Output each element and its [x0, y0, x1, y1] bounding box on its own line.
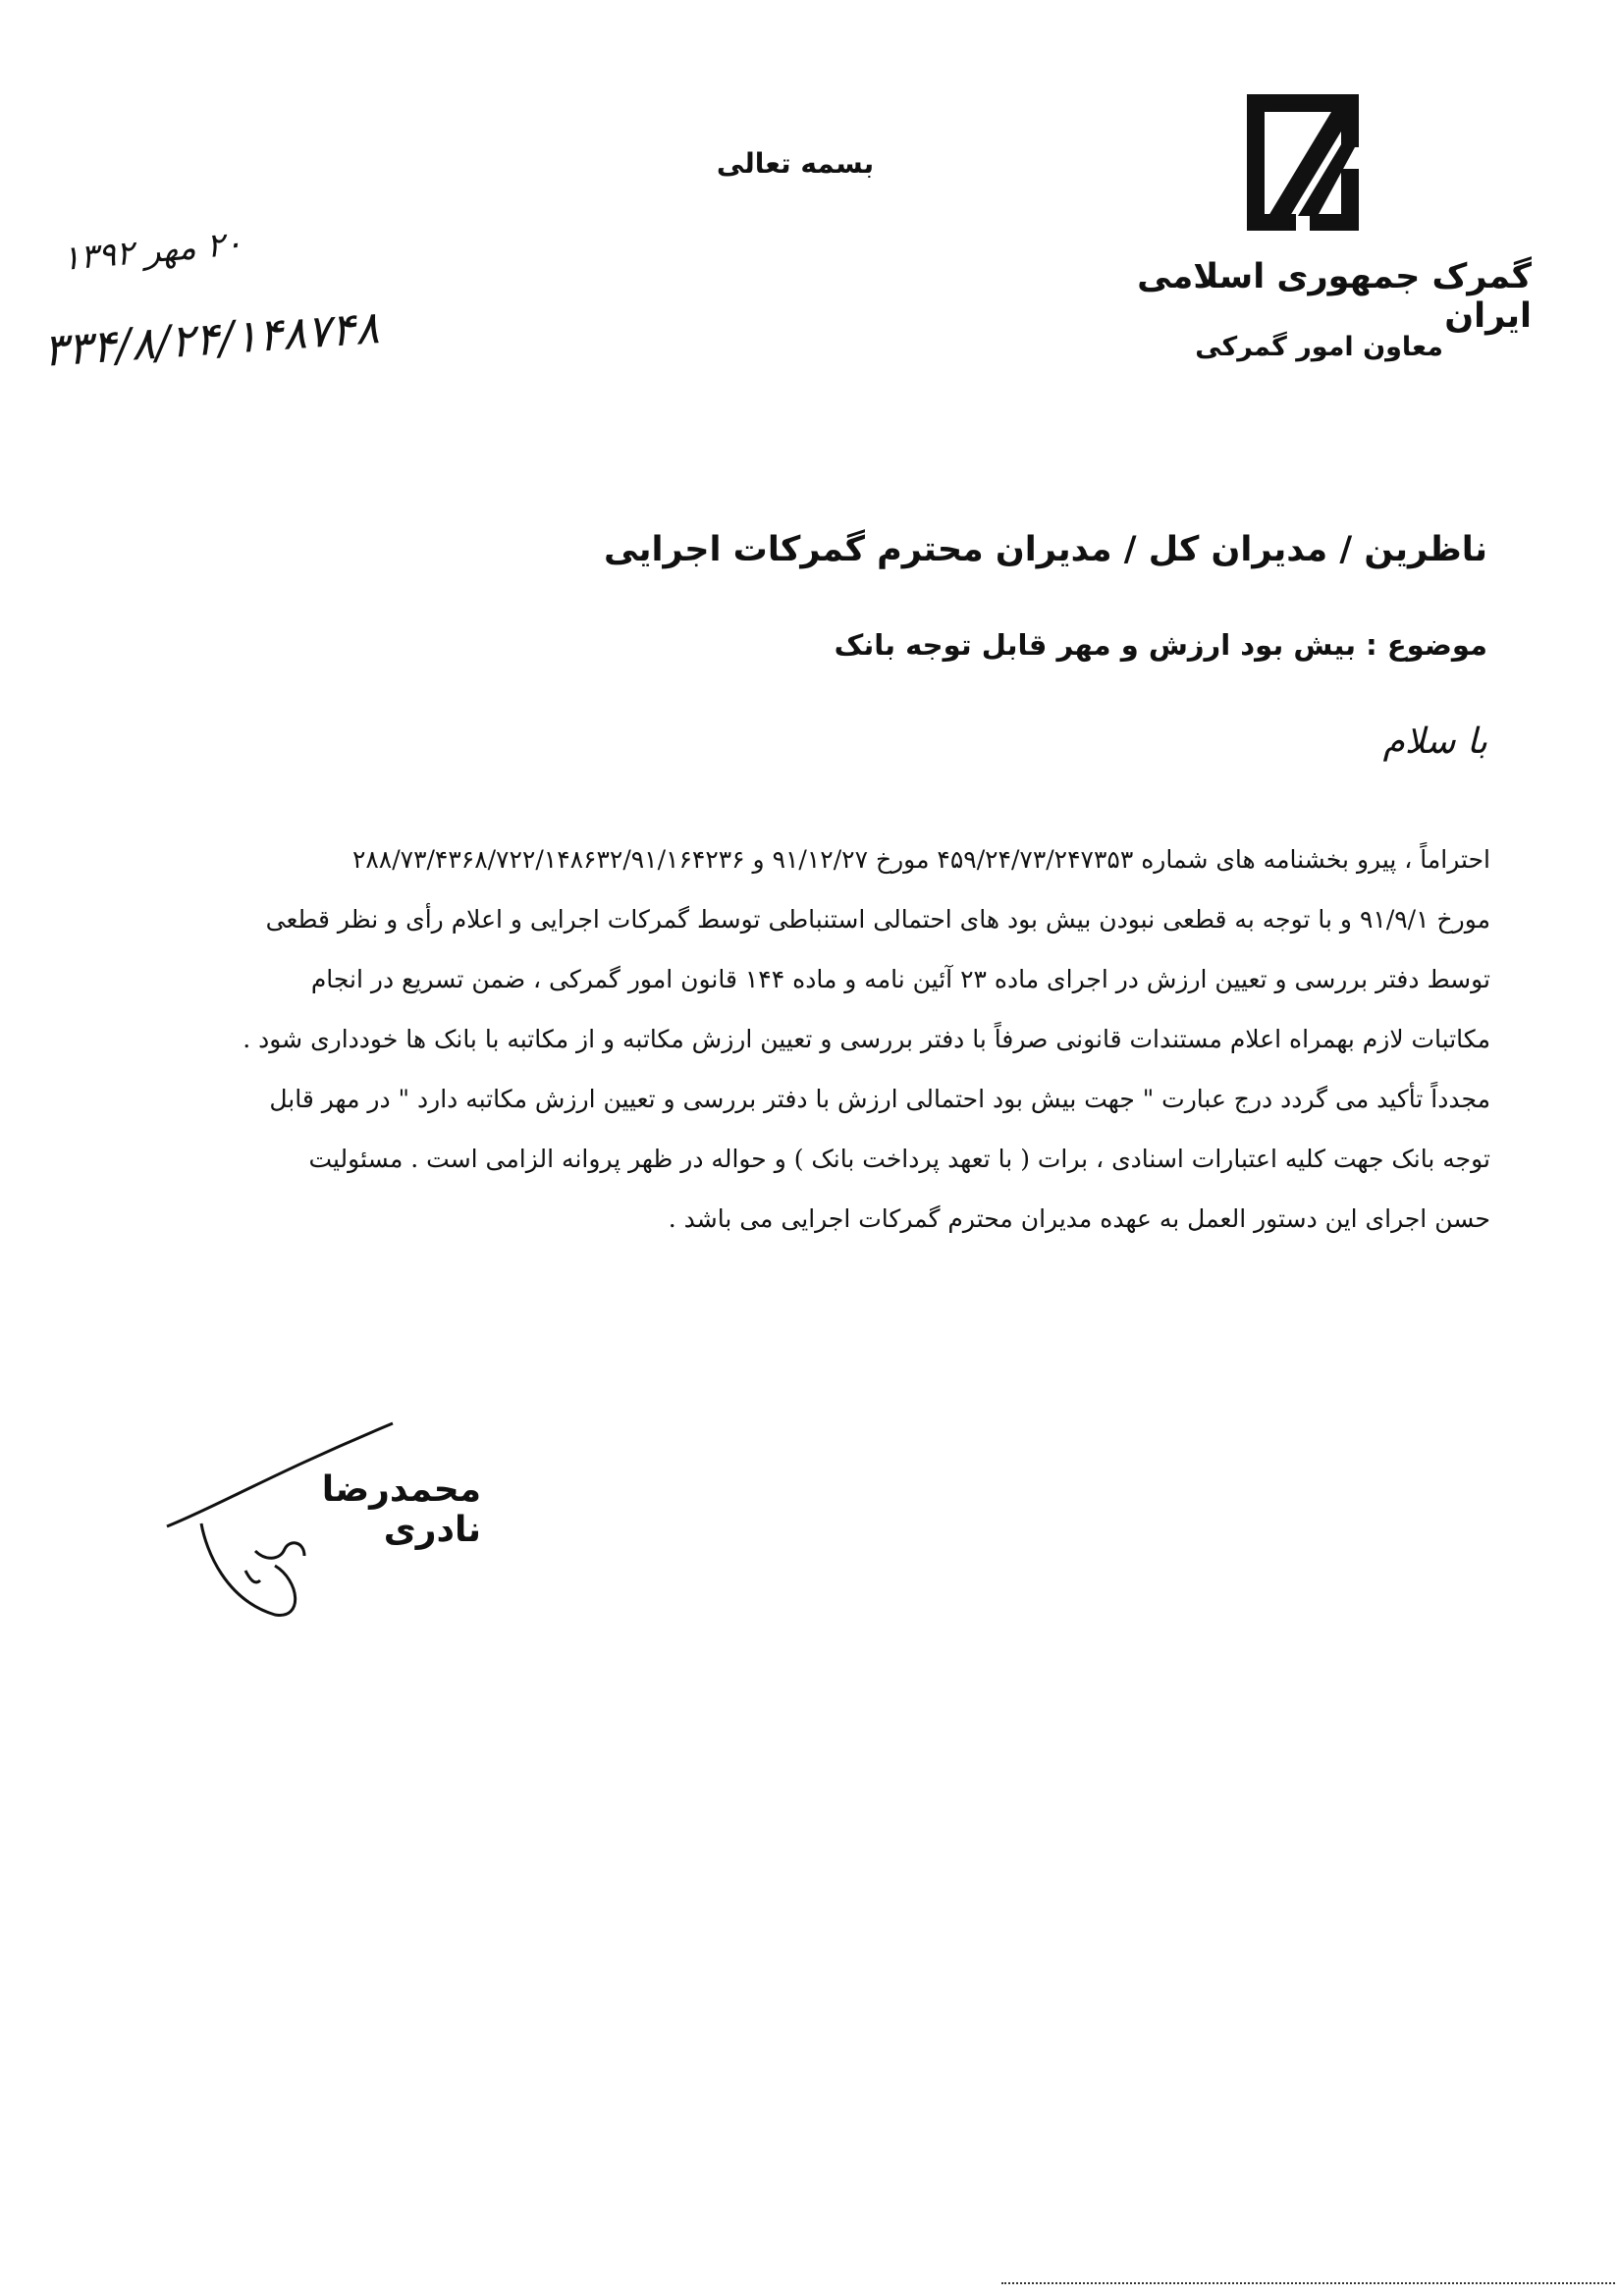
greeting: با سلام — [1382, 721, 1487, 762]
body-line: توجه بانک جهت کلیه اعتبارات اسنادی ، برات ( با تعهد پرداخت بانک ) و حواله در ظهر پروانه الزامی است . مسئولیت — [308, 1145, 1490, 1173]
letter-body — [137, 829, 1490, 1249]
handwritten-date: ۲۰ مهر ۱۳۹۲ — [60, 224, 244, 279]
signatory-name: محمدرضا نادری — [321, 1469, 481, 1550]
body-line: احتراماً ، پیرو بخشنامه های شماره ۴۵۹/۲۴/۷۳/۲۴۷۳۵۳ مورخ ۹۱/۱۲/۲۷ و ۲۸۸/۷۳/۴۳۶۸/۷۲۲/۱۴۸۶۳۲/۹۱/۱۶۴۲۳۶ — [351, 845, 1490, 874]
body-line: حسن اجرای این دستور العمل به عهده مدیران محترم گمرکات اجرایی می باشد . — [668, 1204, 1490, 1233]
invocation: بسمه تعالی — [716, 147, 875, 180]
recipients-line: ناظرین / مدیران کل / مدیران محترم گمرکات اجرایی — [603, 530, 1487, 569]
department-name: معاون امور گمرکی — [1195, 332, 1443, 362]
body-line: مورخ ۹۱/۹/۱ و با توجه به قطعی نبودن بیش بود های احتمالی استنباطی توسط گمرکات اجرایی و اعلام رأی و نظر قطعی — [265, 905, 1490, 934]
body-line: توسط دفتر بررسی و تعیین ارزش در اجرای ماده ۲۳ آئین نامه و ماده ۱۴۴ قانون امور گمرکی ، ضمن تسریع در انجام — [310, 965, 1490, 993]
footer-divider — [1001, 2282, 1615, 2284]
customs-logo-icon — [1239, 86, 1367, 239]
body-line: مکاتبات لازم بهمراه اعلام مستندات قانونی صرفاً با دفتر بررسی و تعیین ارزش مکاتبه و از مکاتبه با بانک ها خودداری شود . — [243, 1025, 1490, 1053]
organization-name: گمرک جمهوری اسلامی ایران — [1137, 257, 1532, 336]
subject-line: موضوع : بیش بود ارزش و مهر قابل توجه بانک — [834, 628, 1487, 662]
body-line: مجدداً تأکید می گردد درج عبارت " جهت بیش بود احتمالی ارزش با دفتر بررسی و تعیین ارزش مکاتبه دارد " در مهر قابل — [269, 1085, 1490, 1113]
handwritten-reference-number: ۳۳۴/۸/۲۴/۱۴۸۷۴۸ — [41, 300, 381, 377]
